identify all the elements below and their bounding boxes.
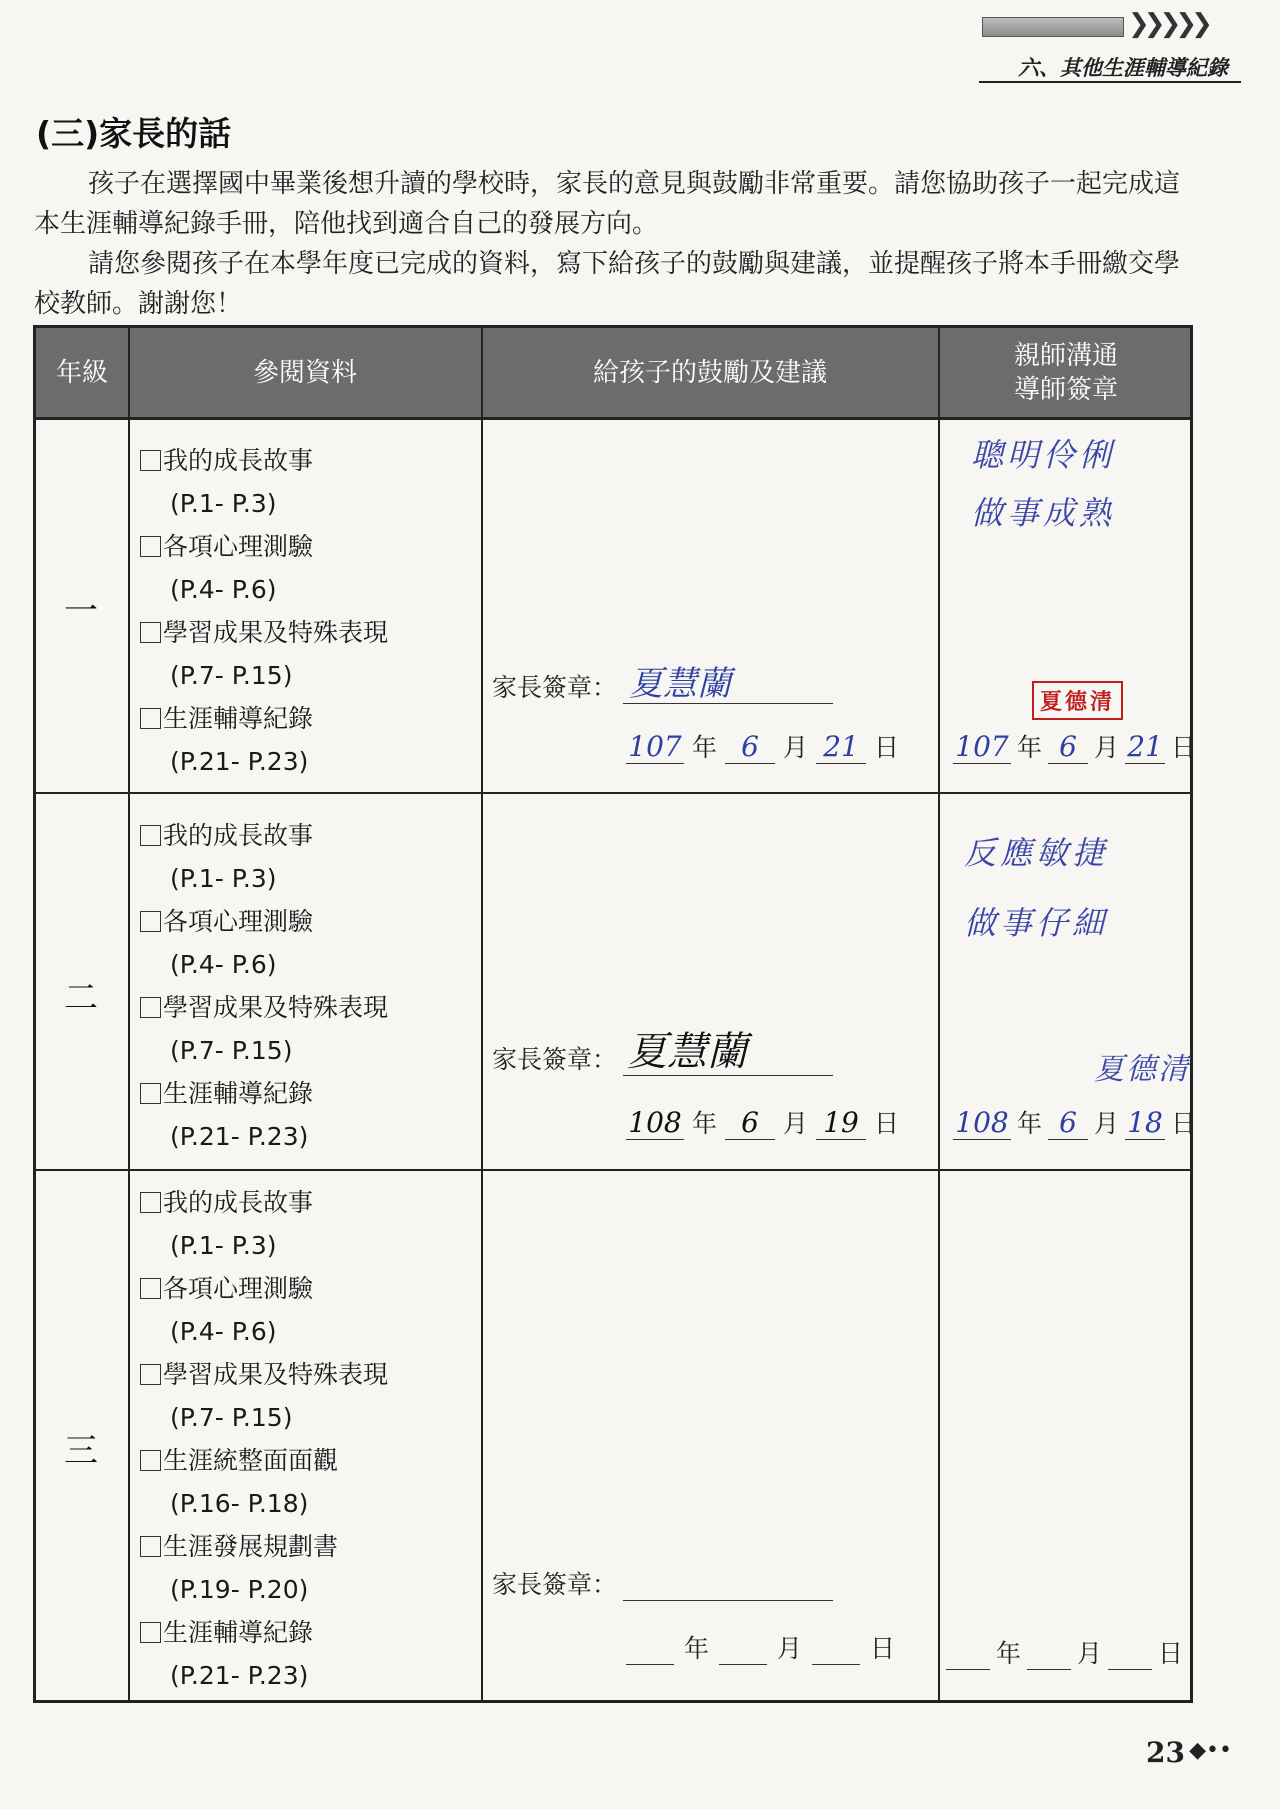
teacher-date-1: 107 年 6 月 21 日 [953, 728, 1196, 764]
ref-pages: (P.21- P.23) [170, 1661, 309, 1690]
month-blank[interactable] [719, 1634, 767, 1665]
parent-feedback-table [33, 325, 1197, 1703]
intro-paragraph-1: 孩子在選擇國中畢業後想升讀的學校時，家長的意見與鼓勵非常重要。請您協助孩子一起完成這本生涯輔導紀錄手冊，陪他找到適合自己的發展方向。 [34, 169, 1181, 239]
day-blank[interactable]: 19 [816, 1109, 866, 1140]
ref-pages: (P.1- P.3) [170, 489, 277, 518]
day-blank[interactable]: 18 [1125, 1109, 1165, 1140]
day-blank[interactable] [812, 1634, 860, 1665]
checkbox[interactable] [140, 1278, 161, 1299]
ref-item[interactable]: 我的成長故事 [140, 1181, 388, 1224]
header-teacher: 親師溝通 導師簽章 [1013, 340, 1118, 405]
header-advice: 給孩子的鼓勵及建議 [592, 357, 827, 388]
signature-line[interactable] [623, 664, 833, 704]
teacher-date-3: 年 月 日 [946, 1634, 1183, 1670]
ref-item[interactable]: 生涯輔導紀錄 [140, 697, 388, 740]
checkbox[interactable] [140, 622, 161, 643]
teacher-note-1-line-2: 做事成熟 [971, 494, 1116, 532]
ref-pages: (P.1- P.3) [170, 864, 277, 893]
checkbox[interactable] [140, 911, 161, 932]
ref-item[interactable]: 我的成長故事 [140, 439, 388, 482]
checkbox[interactable] [140, 825, 161, 846]
grade-3: 三 [64, 1431, 98, 1471]
parent-date-3: 年 月 日 [626, 1629, 895, 1665]
ref-item[interactable]: 生涯輔導紀錄 [140, 1611, 388, 1654]
ref-item[interactable]: 學習成果及特殊表現 [140, 611, 388, 654]
month-blank[interactable]: 6 [725, 1109, 775, 1140]
year-blank[interactable]: 108 [626, 1109, 684, 1140]
teacher-stamp: 夏德清 [1032, 681, 1123, 720]
year-blank[interactable]: 108 [953, 1109, 1011, 1140]
year-blank[interactable] [946, 1639, 990, 1670]
year-blank[interactable]: 107 [626, 733, 684, 764]
ref-pages: (P.7- P.15) [170, 1036, 293, 1065]
header-bar [982, 17, 1124, 37]
refs-list-1 [140, 439, 388, 783]
col-divider [128, 328, 130, 1700]
year-blank[interactable] [626, 1634, 674, 1665]
month-blank[interactable]: 6 [725, 733, 775, 764]
teacher-note-2-line-1: 反應敏捷 [964, 834, 1109, 872]
month-blank[interactable] [1027, 1639, 1071, 1670]
header-refs: 參閱資料 [252, 357, 357, 388]
ref-pages: (P.21- P.23) [170, 1122, 309, 1151]
chevrons-decoration: ❯❯❯❯❯ [1128, 9, 1207, 39]
grade-2: 二 [64, 978, 98, 1018]
header-grade: 年級 [55, 357, 108, 388]
month-blank[interactable]: 6 [1048, 1109, 1088, 1140]
ref-item[interactable]: 生涯輔導紀錄 [140, 1072, 388, 1115]
ref-pages: (P.4- P.6) [170, 1317, 277, 1346]
grade-1: 一 [64, 591, 98, 631]
checkbox[interactable] [140, 536, 161, 557]
ref-item[interactable]: 各項心理測驗 [140, 1267, 388, 1310]
checkbox[interactable] [140, 1622, 161, 1643]
ref-item[interactable]: 我的成長故事 [140, 814, 388, 857]
signature-line[interactable] [623, 1572, 833, 1601]
parent-signature-3: 家長簽章： [492, 1565, 833, 1601]
ref-pages: (P.16- P.18) [170, 1489, 309, 1518]
ref-item[interactable]: 各項心理測驗 [140, 525, 388, 568]
ref-item[interactable]: 學習成果及特殊表現 [140, 986, 388, 1029]
checkbox[interactable] [140, 708, 161, 729]
day-blank[interactable]: 21 [1125, 733, 1165, 764]
month-blank[interactable]: 6 [1048, 733, 1088, 764]
refs-list-2 [140, 814, 388, 1158]
checkbox[interactable] [140, 450, 161, 471]
header-rule [979, 81, 1241, 83]
row-divider [36, 1169, 1190, 1171]
signature-handwriting: 夏慧蘭 [627, 1029, 748, 1075]
signature-line[interactable] [623, 1029, 833, 1076]
teacher-note-2-line-2: 做事仔細 [964, 904, 1109, 942]
teacher-signature: 夏德清 [1094, 1052, 1190, 1087]
checkbox[interactable] [140, 1364, 161, 1385]
ref-pages: (P.4- P.6) [170, 575, 277, 604]
section-title: (三)家長的話 [36, 114, 232, 153]
parent-signature-1: 家長簽章： 夏慧蘭 [492, 668, 833, 704]
teacher-date-2: 108 年 6 月 18 日 [953, 1104, 1196, 1140]
col-divider [481, 328, 483, 1700]
intro-text [34, 164, 1204, 324]
parent-date-2: 108 年 6 月 19 日 [626, 1104, 899, 1140]
ref-pages: (P.7- P.15) [170, 661, 293, 690]
ref-item[interactable]: 各項心理測驗 [140, 900, 388, 943]
page-number: 23 [1146, 1736, 1185, 1769]
ref-pages: (P.21- P.23) [170, 747, 309, 776]
signature-handwriting: 夏慧蘭 [629, 664, 732, 704]
intro-paragraph-2: 請您參閱孩子在本學年度已完成的資料，寫下給孩子的鼓勵與建議，並提醒孩子將本手冊繳交學校教師。謝謝您！ [34, 249, 1181, 319]
ref-pages: (P.4- P.6) [170, 950, 277, 979]
ref-pages: (P.19- P.20) [170, 1575, 309, 1604]
checkbox[interactable] [140, 1083, 161, 1104]
section-label: 六、其他生涯輔導紀錄 [1018, 56, 1228, 80]
year-blank[interactable]: 107 [953, 733, 1011, 764]
refs-list-3 [140, 1181, 388, 1697]
parent-signature-2: 家長簽章： 夏慧蘭 [492, 1040, 833, 1076]
diamond-dots-decoration: ◆•• [1189, 1738, 1232, 1763]
teacher-note-1-line-1: 聰明伶俐 [971, 436, 1116, 474]
parent-date-1: 107 年 6 月 21 日 [626, 728, 899, 764]
ref-item[interactable]: 生涯統整面面觀 [140, 1439, 388, 1482]
col-divider [938, 328, 940, 1700]
checkbox[interactable] [140, 1192, 161, 1213]
ref-pages: (P.7- P.15) [170, 1403, 293, 1432]
ref-item[interactable]: 學習成果及特殊表現 [140, 1353, 388, 1396]
checkbox[interactable] [140, 1536, 161, 1557]
checkbox[interactable] [140, 1450, 161, 1471]
row-divider [36, 792, 1190, 794]
ref-item[interactable]: 生涯發展規劃書 [140, 1525, 388, 1568]
day-blank[interactable] [1108, 1639, 1152, 1670]
checkbox[interactable] [140, 997, 161, 1018]
ref-pages: (P.1- P.3) [170, 1231, 277, 1260]
day-blank[interactable]: 21 [816, 733, 866, 764]
